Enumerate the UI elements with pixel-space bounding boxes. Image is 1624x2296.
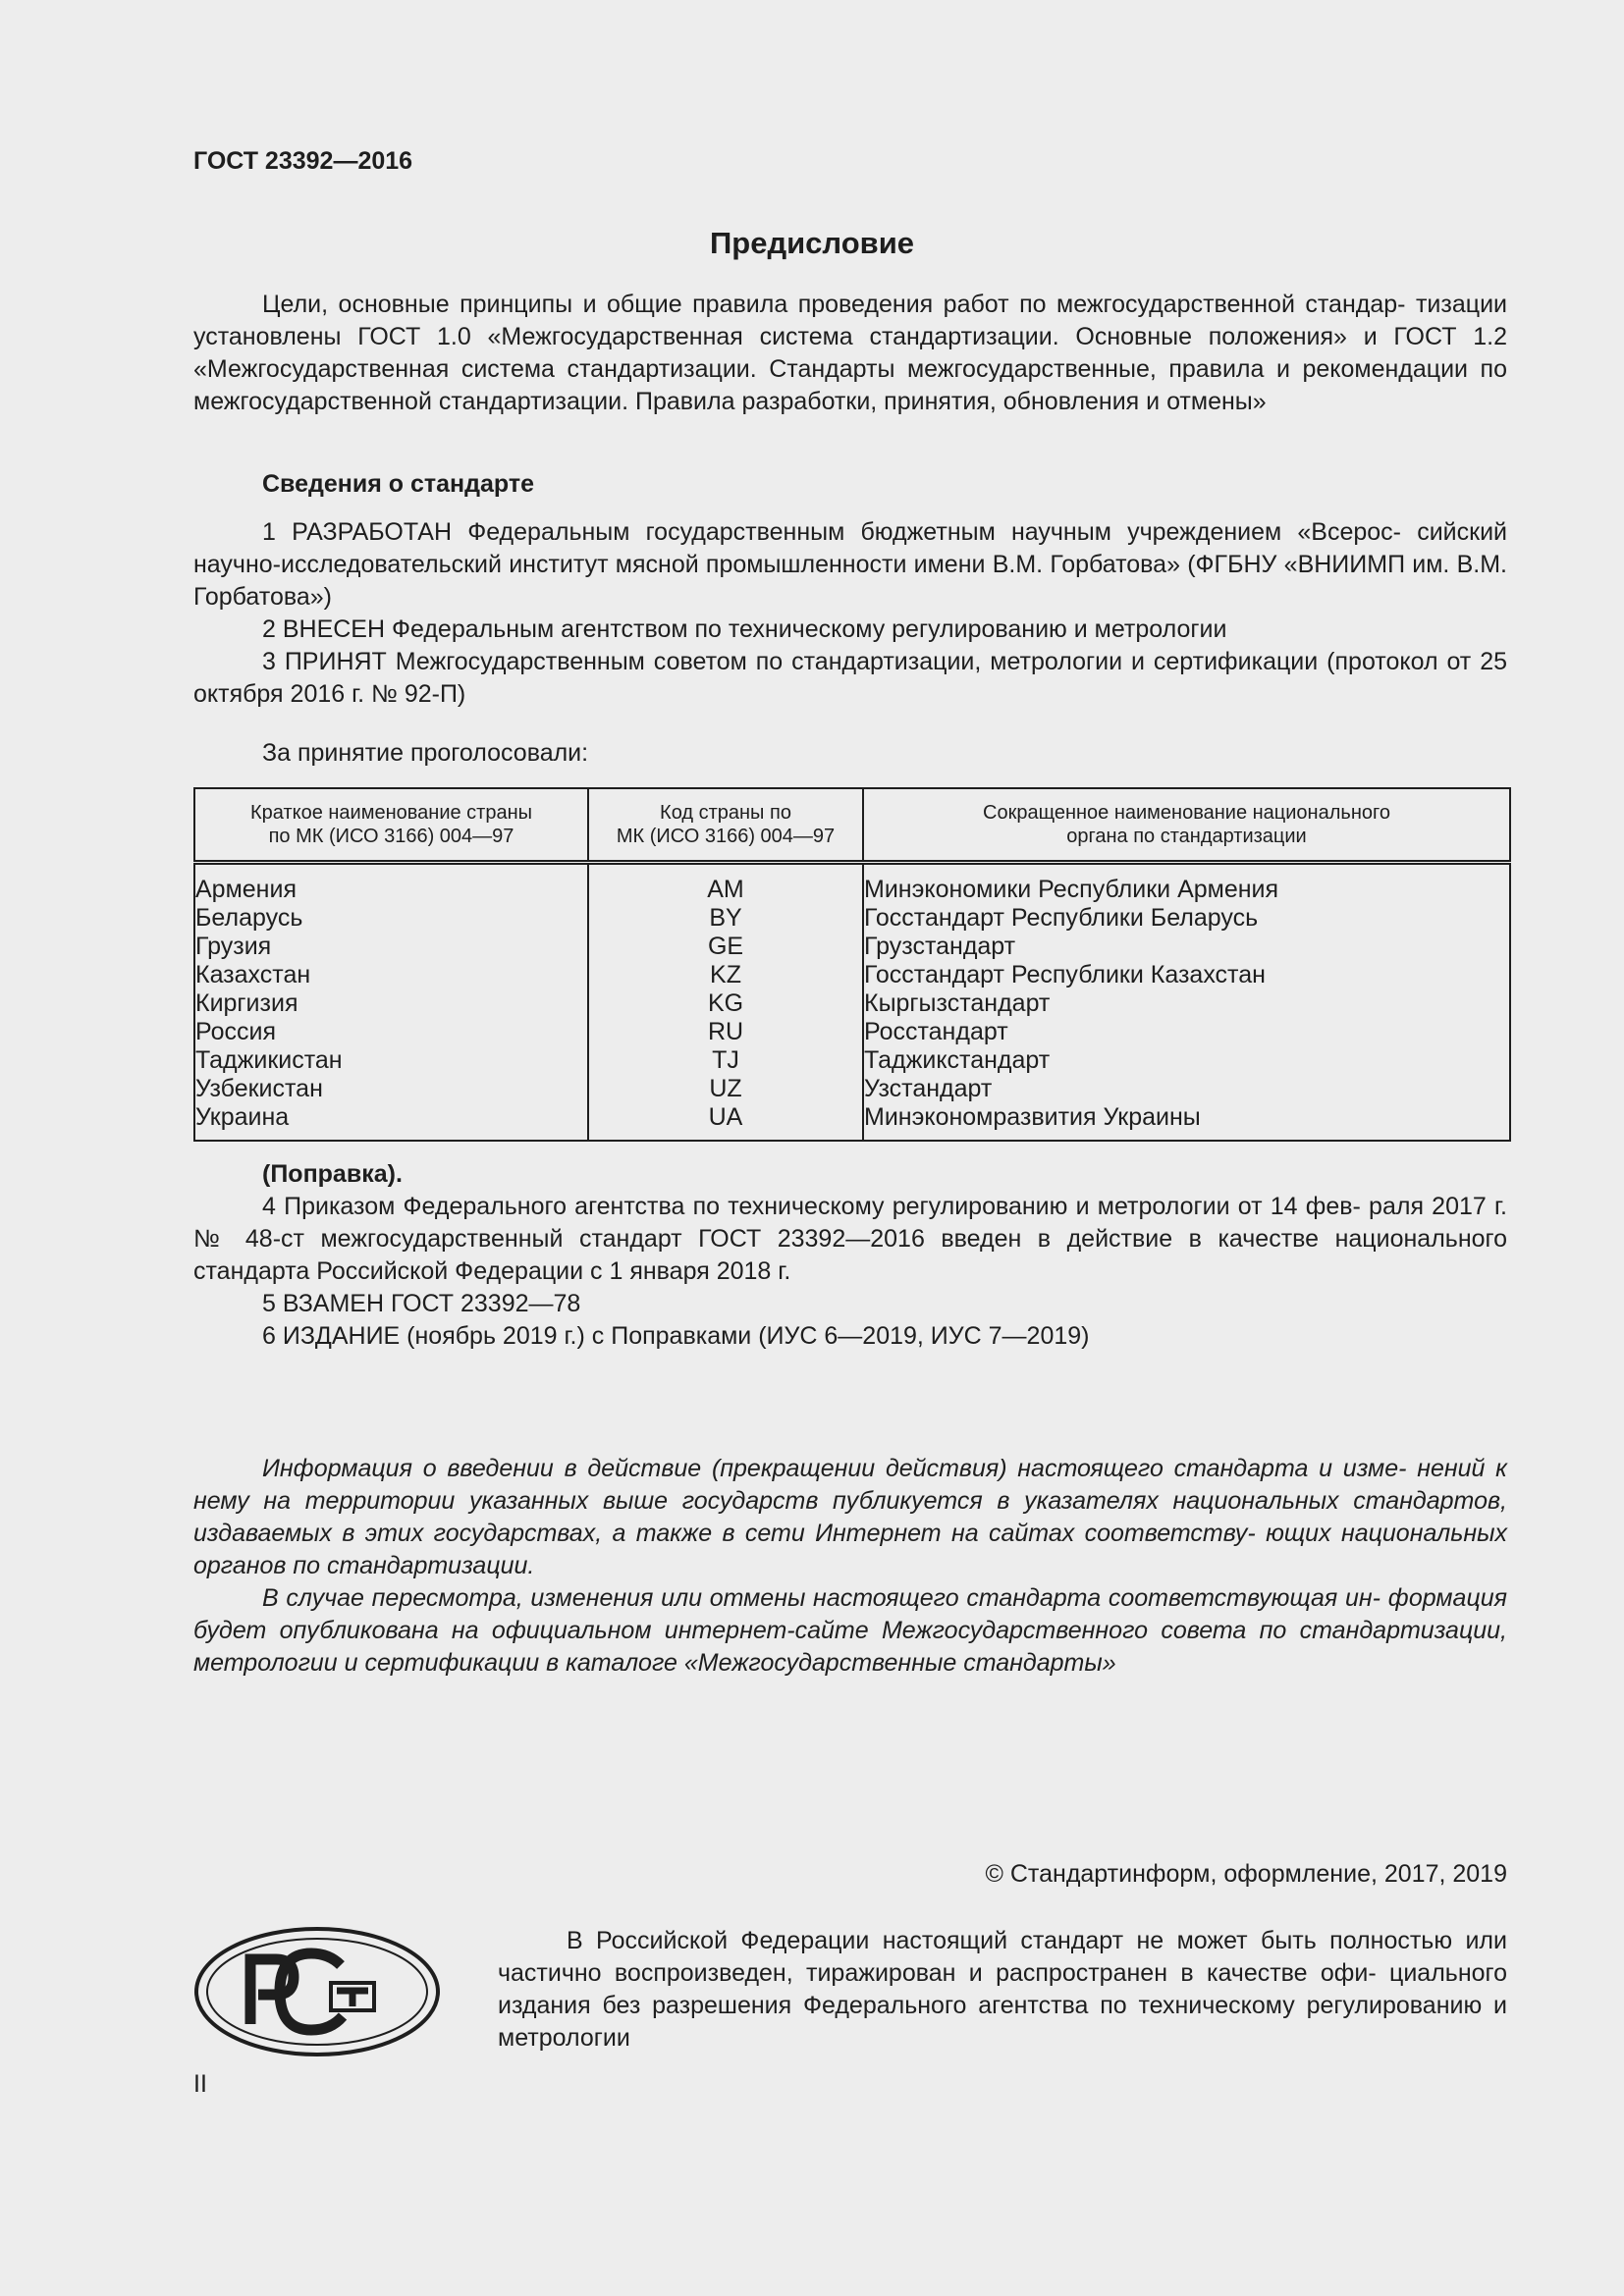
page-title: Предисловие <box>709 226 914 260</box>
country-code: RU <box>707 1018 744 1045</box>
copyright-notice: © Стандартинформ, оформление, 2017, 2019 <box>985 1860 1507 1888</box>
item-1-line: сийский научно-исследовательский институт мясной промышленности имени В.М. Горбатова» (ФГБНУ <box>193 518 1508 578</box>
intro-line: тизации установлены ГОСТ 1.0 «Межгосударственная система стандартизации. Основные положения» <box>193 291 1508 350</box>
country-name: Украина <box>195 1103 290 1131</box>
item-3 <box>193 646 1507 711</box>
item-6: 6 ИЗДАНИЕ (ноябрь 2019 г.) с Поправками (ИУС 6—2019, ИУС 7—2019) <box>262 1322 1090 1350</box>
rights-text <box>498 1925 1507 2055</box>
intro-line: Цели, основные принципы и общие правила проведения работ по межгосударственной стандар- <box>262 291 1406 318</box>
item-1-line: 1 РАЗРАБОТАН Федеральным государственным бюджетным научным учреждением «Всерос- <box>262 518 1402 546</box>
standard-code: ГОСТ 23392—2016 <box>193 147 413 175</box>
amendment-label: (Поправка). <box>262 1160 403 1188</box>
country-name: Россия <box>195 1018 276 1045</box>
item-3-line: (протокол от 25 октября 2016 г. № 92-П) <box>193 648 1508 708</box>
intro-paragraph <box>193 289 1507 418</box>
info-heading-block <box>193 468 1507 501</box>
country-name: Армения <box>195 876 297 903</box>
country-code: TJ <box>712 1046 739 1074</box>
publication-info <box>193 1453 1507 1680</box>
info-line: стандартизации, метрологии и сертификации в каталоге «Межгосударственные стандарты» <box>193 1617 1507 1677</box>
national-body: Госстандарт Республики Беларусь <box>864 904 1259 932</box>
country-name: Казахстан <box>195 961 311 988</box>
national-body: Таджикстандарт <box>864 1046 1051 1074</box>
header-country-name: Краткое наименование страны по МК (ИСО 3166) 004—97 <box>194 788 588 863</box>
national-body: Грузстандарт <box>864 933 1016 960</box>
item-4-line: раля 2017 г. № 48-ст межгосударственный стандарт ГОСТ 23392—2016 введен в действие в качестве <box>193 1193 1508 1253</box>
country-code: AM <box>707 876 744 903</box>
rst-logo-icon <box>193 1926 441 2057</box>
country-code: BY <box>709 904 742 932</box>
info-line: нений к нему на территории указанных выше государств публикуется в указателях национальных <box>193 1455 1507 1515</box>
info-line: ющих национальных органов по стандартизации. <box>193 1520 1507 1579</box>
intro-line: и рекомендации по межгосударственной стандартизации. Правила разработки, принятия, обновления <box>193 355 1507 415</box>
country-code: KZ <box>710 961 741 988</box>
voted-label: За принятие проголосовали: <box>262 739 589 767</box>
rights-line: или частично воспроизведен, тиражирован и распространен в качестве офи- <box>498 1927 1507 1987</box>
rights-line: В Российской Федерации настоящий стандарт не может быть полностью <box>567 1927 1453 1954</box>
national-body: Госстандарт Республики Казахстан <box>864 961 1266 988</box>
page-number: II <box>193 2070 207 2098</box>
national-body: Минэкономики Республики Армения <box>864 876 1279 903</box>
country-names-column <box>194 863 588 1142</box>
national-bodies-column <box>863 863 1510 1142</box>
info-line: Информация о введении в действие (прекращении действия) настоящего стандарта и изме- <box>262 1455 1407 1482</box>
item-4-line: национального стандарта Российской Федерации с 1 января 2018 г. <box>193 1225 1507 1285</box>
amendment-block <box>193 1158 1507 1353</box>
publication-info-para-1 <box>193 1453 1507 1582</box>
item-4-line: 4 Приказом Федерального агентства по техническому регулированию и метрологии от 14 фев- <box>262 1193 1361 1220</box>
country-codes-column <box>588 863 863 1142</box>
table-body-row <box>194 863 1510 1142</box>
rights-line: циального издания без разрешения Федерального агентства по техническому <box>498 1959 1507 2019</box>
national-body: Росстандарт <box>864 1018 1008 1045</box>
country-name: Таджикистан <box>195 1046 343 1074</box>
publication-info-para-2 <box>193 1582 1507 1680</box>
intro-line: и ГОСТ 1.2 «Межгосударственная система стандартизации. Стандарты межгосударственные, правила <box>193 323 1507 383</box>
country-name: Беларусь <box>195 904 303 932</box>
header-country-code: Код страны по МК (ИСО 3166) 004—97 <box>588 788 863 863</box>
standard-info-items <box>193 516 1507 711</box>
country-code: UZ <box>709 1075 742 1102</box>
national-body: Узстандарт <box>864 1075 993 1102</box>
country-name: Узбекистан <box>195 1075 323 1102</box>
rights-notice <box>498 1925 1507 2055</box>
header-national-body: Сокращенное наименование национального органа по стандартизации <box>863 788 1510 863</box>
item-4 <box>193 1191 1507 1288</box>
info-line: формация будет опубликована на официальном интернет-сайте Межгосударственного совета по <box>193 1584 1507 1644</box>
info-heading: Сведения о стандарте <box>262 470 535 498</box>
voted-label-block <box>193 737 1507 770</box>
country-name: Киргизия <box>195 989 298 1017</box>
country-code: KG <box>707 989 744 1017</box>
country-code: GE <box>707 933 744 960</box>
voting-countries-table <box>193 787 1511 1142</box>
item-5: 5 ВЗАМЕН ГОСТ 23392—78 <box>262 1290 581 1317</box>
table-header-row <box>194 788 1510 863</box>
intro-text <box>193 289 1507 418</box>
rights-line: регулированию и метрологии <box>498 1992 1507 2052</box>
item-1-line: «ВНИИМП им. В.М. Горбатова») <box>193 551 1507 611</box>
info-line: стандартов, издаваемых в этих государствах, а также в сети Интернет на сайтах соответству- <box>193 1487 1507 1547</box>
item-2: 2 ВНЕСЕН Федеральным агентством по техническому регулированию и метрологии <box>262 615 1227 643</box>
intro-line: и отмены» <box>1146 388 1267 415</box>
country-name: Грузия <box>195 933 272 960</box>
national-body: Минэкономразвития Украины <box>864 1103 1201 1131</box>
country-code: UA <box>708 1103 743 1131</box>
info-line: В случае пересмотра, изменения или отмены настоящего стандарта соответствующая ин- <box>262 1584 1380 1612</box>
item-1 <box>193 516 1507 614</box>
national-body: Кыргызстандарт <box>864 989 1051 1017</box>
item-3-line: 3 ПРИНЯТ Межгосударственным советом по стандартизации, метрологии и сертификации <box>262 648 1319 675</box>
